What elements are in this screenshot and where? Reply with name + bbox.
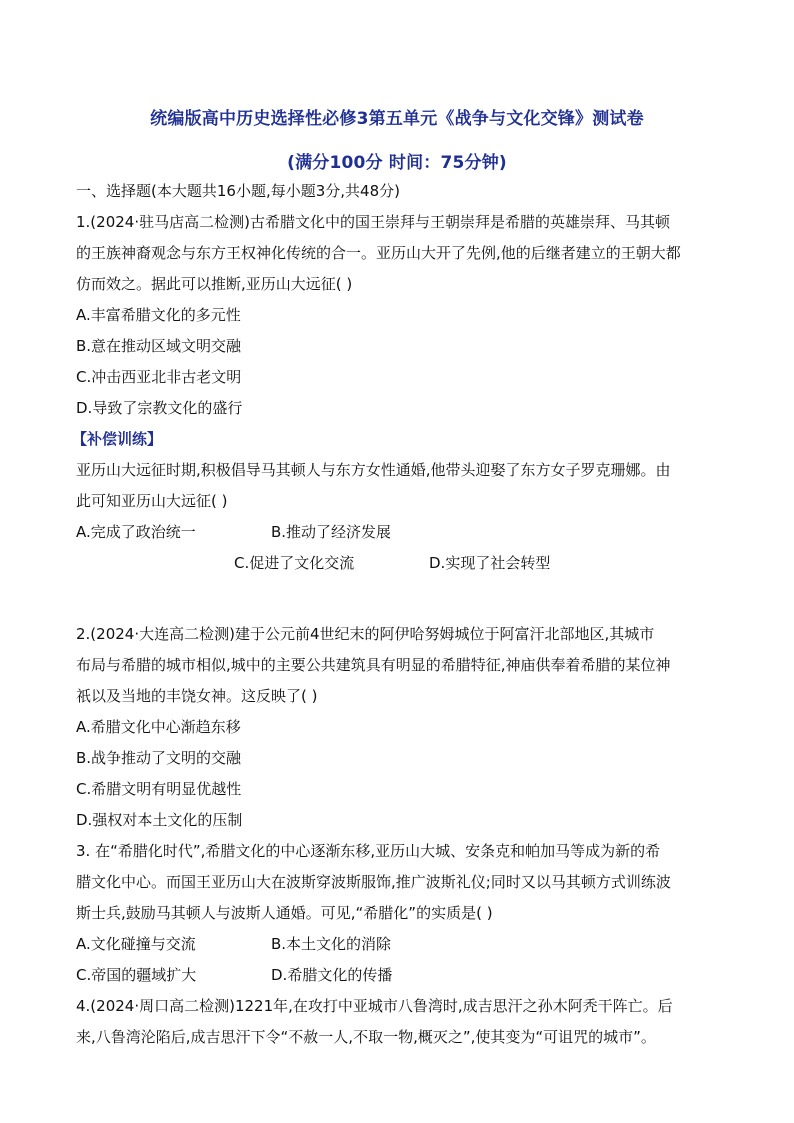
question-2-line-1: 2.(2024·大连高二检测)建于公元前4世纪末的阿伊哈努姆城位于阿富汗北部地区,其城市 [76, 625, 655, 643]
supplement-option-b: B.推动了经济发展 [271, 523, 392, 541]
exam-subtitle: (满分100分 时间：75分钟) [287, 153, 507, 173]
question-1-option-b: B.意在推动区域文明交融 [76, 337, 242, 355]
supplement-label: 【补偿训练】 [72, 430, 163, 448]
question-1-option-d: D.导致了宗教文化的盛行 [76, 399, 243, 417]
question-4-line-2: 来,八鲁湾沦陷后,成吉思汗下令“不赦一人,不取一物,概灭之”,使其变为“可诅咒的城市”。 [76, 1028, 656, 1046]
supplement-line-2: 此可知亚历山大远征( ) [76, 492, 228, 510]
question-2-option-a: A.希腊文化中心渐趋东移 [76, 718, 241, 736]
question-4-line-1: 4.(2024·周口高二检测)1221年,在攻打中亚城市八鲁湾时,成吉思汗之孙木阿秃干阵亡。后 [76, 997, 673, 1015]
question-3-option-a: A.文化碰撞与交流 [76, 935, 196, 953]
spacer [76, 579, 736, 610]
question-2-line-2: 布局与希腊的城市相似,城中的主要公共建筑具有明显的希腊特征,神庙供奉着希腊的某位神 [76, 656, 671, 674]
section-heading: 一、选择题(本大题共16小题,每小题3分,共48分) [76, 182, 400, 200]
question-2-option-b: B.战争推动了文明的交融 [76, 749, 242, 767]
question-3-option-b: B.本土文化的消除 [271, 935, 392, 953]
question-3-options-row-2 [76, 960, 736, 991]
question-3-option-d: D.希腊文化的传播 [271, 966, 393, 984]
question-4 [76, 991, 736, 1053]
supplement-option-c: C.促进了文化交流 [234, 554, 355, 572]
question-3-line-3: 斯士兵,鼓励马其顿人与波斯人通婚。可见,“希腊化”的实质是( ) [76, 904, 493, 922]
question-3-options-row-1 [76, 929, 736, 960]
question-1 [76, 207, 736, 424]
question-1-option-a: A.丰富希腊文化的多元性 [76, 306, 241, 324]
question-2 [76, 619, 736, 836]
supplement-options-row-1 [76, 517, 736, 548]
supplement-option-a: A.完成了政治统一 [76, 523, 196, 541]
supplement-options-row-2 [76, 548, 736, 579]
exam-content [72, 176, 736, 1053]
question-3-line-2: 腊文化中心。而国王亚历山大在波斯穿波斯服饰,推广波斯礼仪;同时又以马其顿方式训练波 [76, 873, 671, 891]
supplement-line-1: 亚历山大远征时期,积极倡导马其顿人与东方女性通婚,他带头迎娶了东方女子罗克珊娜。由 [76, 461, 671, 479]
question-2-line-3: 祇以及当地的丰饶女神。这反映了( ) [76, 687, 318, 705]
question-3 [76, 836, 736, 991]
question-1-option-c: C.冲击西亚北非古老文明 [76, 368, 242, 386]
exam-title: 统编版高中历史选择性必修3第五单元《战争与文化交锋》测试卷 [150, 109, 644, 129]
question-1-line-3: 仿而效之。据此可以推断,亚历山大远征( ) [76, 275, 353, 293]
question-1-line-1: 1.(2024·驻马店高二检测)古希腊文化中的国王崇拜与王朝崇拜是希腊的英雄崇拜、马其顿 [76, 213, 670, 231]
supplement-training [72, 424, 736, 579]
supplement-option-d: D.实现了社会转型 [429, 554, 551, 572]
question-2-option-c: C.希腊文明有明显优越性 [76, 780, 242, 798]
question-3-line-1: 3. 在“希腊化时代”,希腊文化的中心逐渐东移,亚历山大城、安条克和帕加马等成为新的希 [76, 842, 661, 860]
question-3-option-c: C.帝国的疆域扩大 [76, 966, 197, 984]
question-2-option-d: D.强权对本土文化的压制 [76, 811, 243, 829]
question-1-line-2: 的王族神裔观念与东方王权神化传统的合一。亚历山大开了先例,他的后继者建立的王朝大都 [76, 244, 681, 262]
